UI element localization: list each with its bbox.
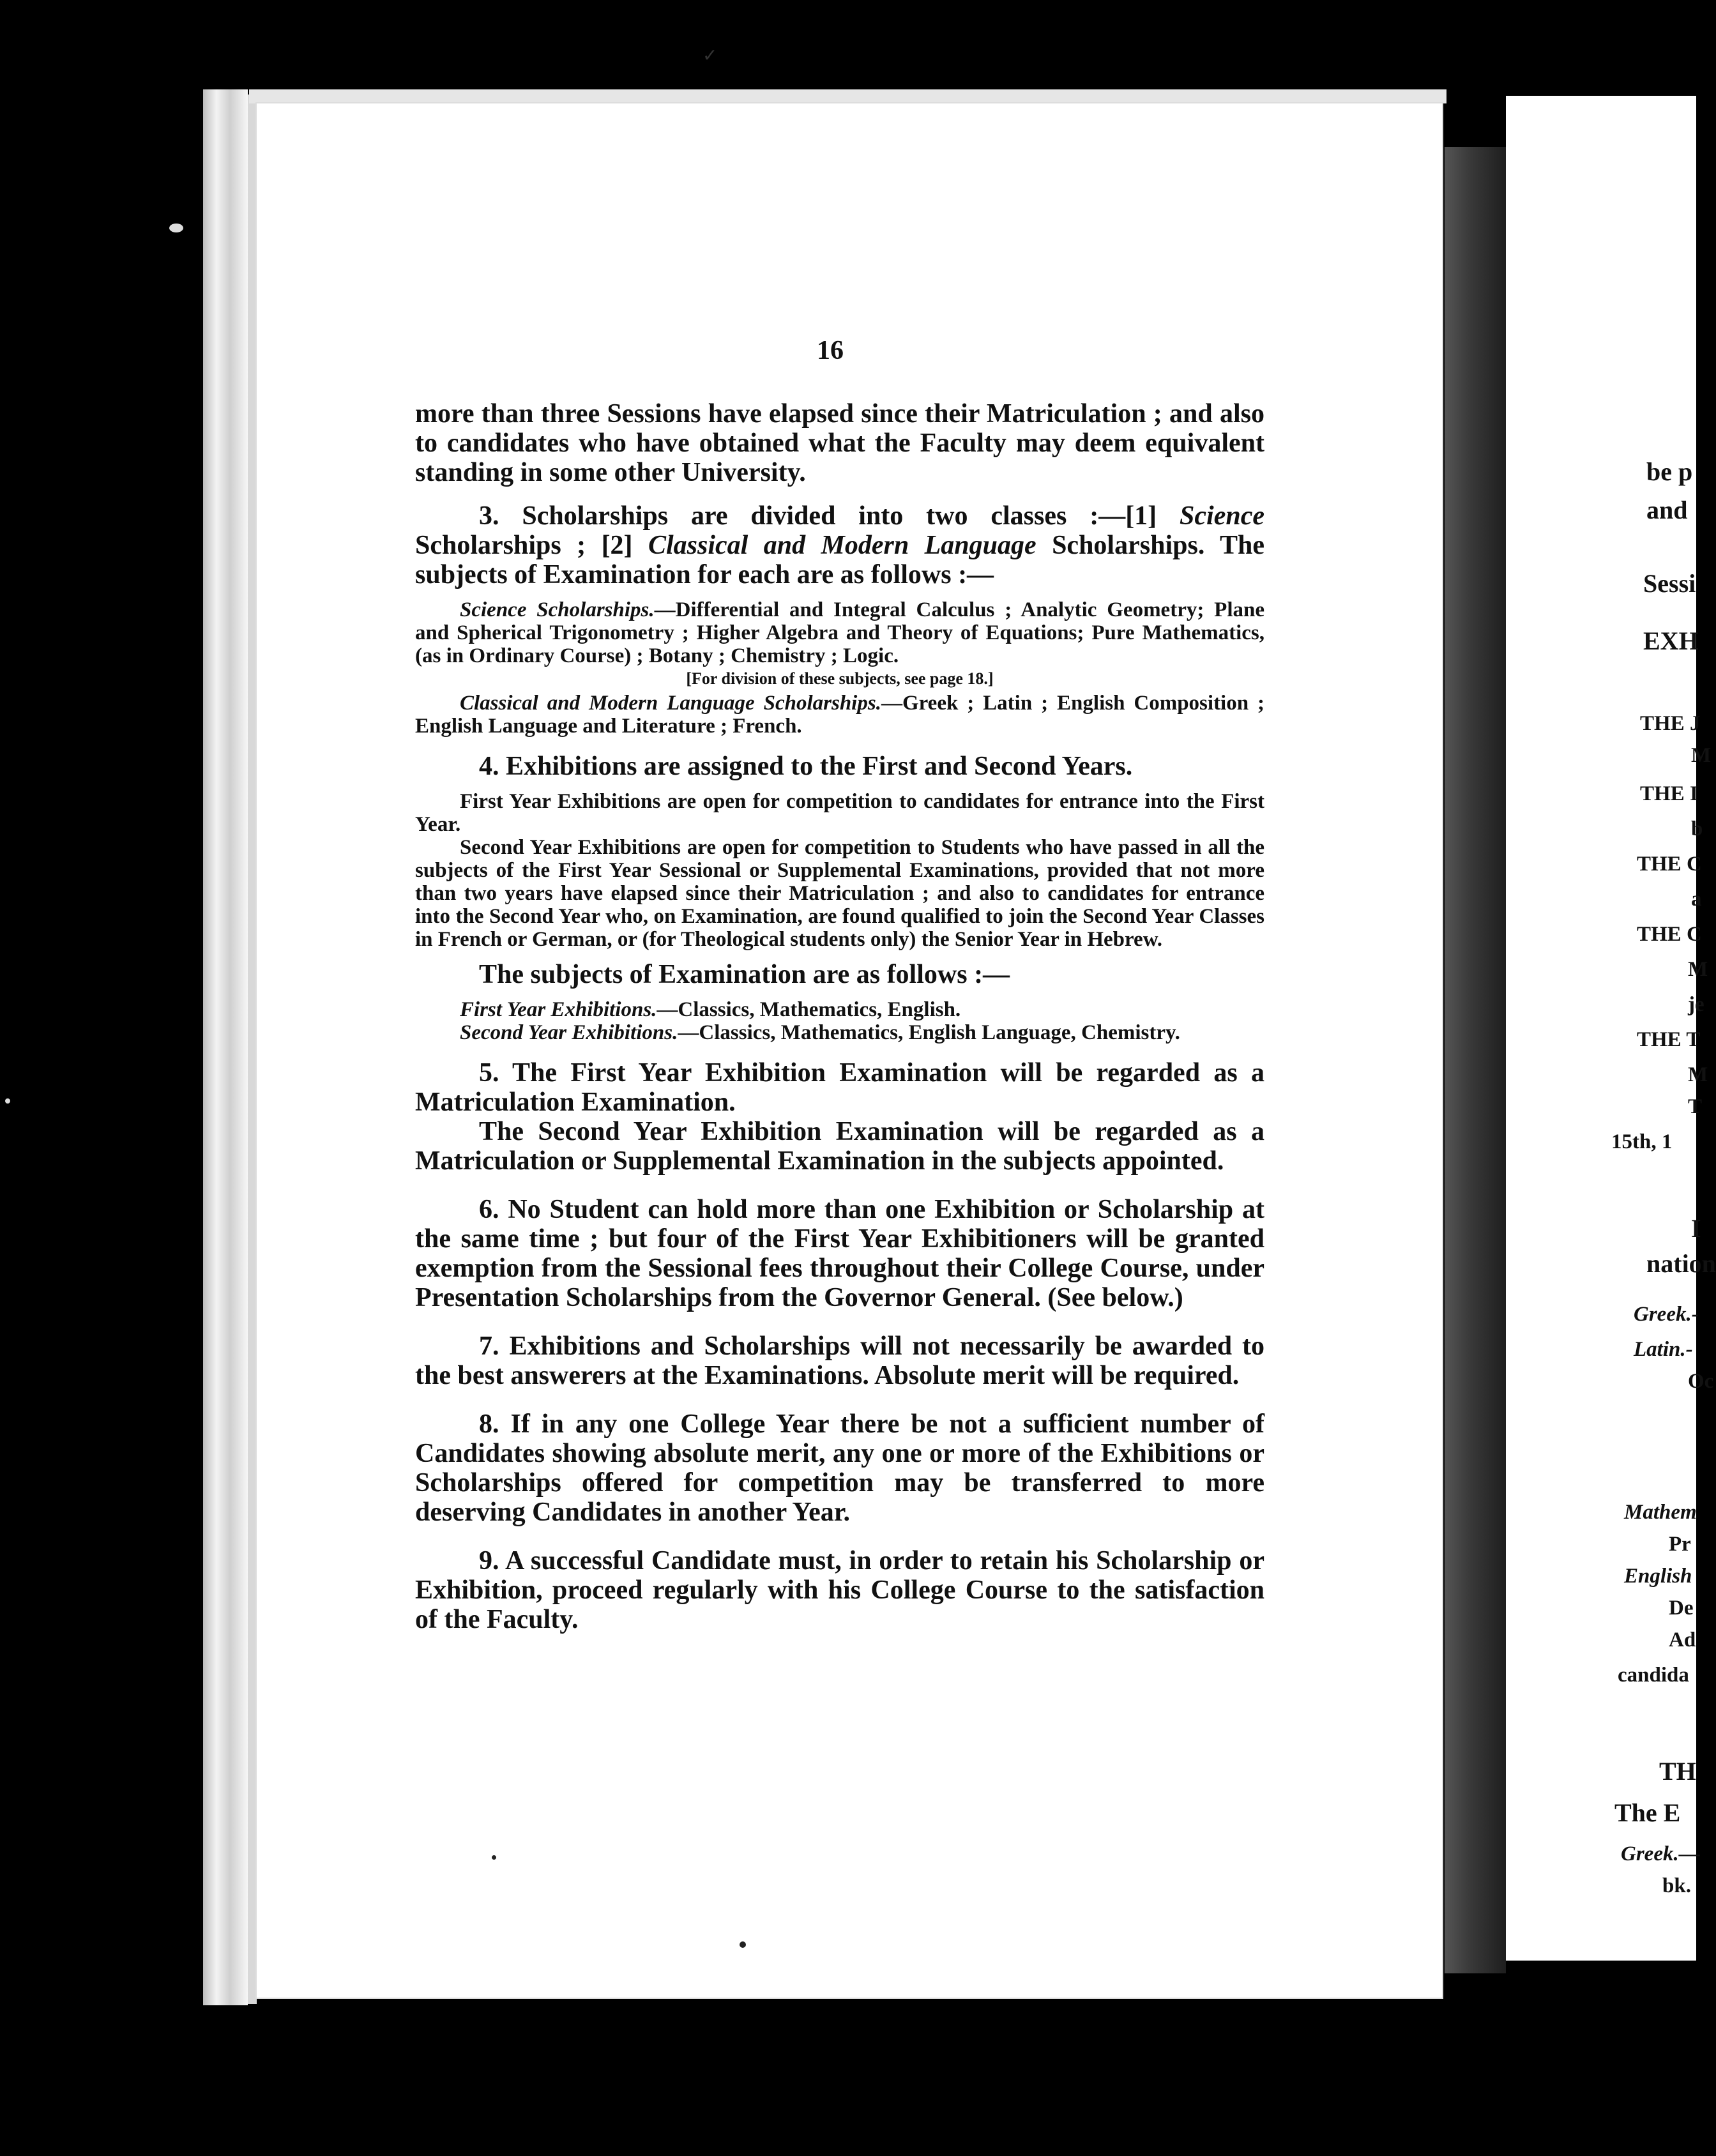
facing-text: je bbox=[1688, 993, 1705, 1016]
facing-text: be p bbox=[1646, 457, 1693, 486]
facing-text: English bbox=[1624, 1565, 1692, 1588]
division-note: [For division of these subjects, see page 18.] bbox=[686, 669, 994, 688]
second-year-exhibitions-note: Second Year Exhibitions are open for competition to Students who have passed in all the subjects of the First Year Sessional or Supplemental Examinations, provided that not more than two years have elapsed since their Matriculation ; and also to candidates for entrance into the Second Year who, on Examination, are found qualified to join the Second Year Classes in French or German, or (for Theological students only) the Senior Year in Hebrew. bbox=[415, 836, 1264, 951]
facing-text: M bbox=[1688, 958, 1708, 981]
facing-text: Pr bbox=[1669, 1533, 1691, 1556]
scan-speck bbox=[5, 1098, 10, 1104]
science-scholarships-subjects: Science Scholarships.—Differential and Integral Calculus ; Analytic Geometry; Plane and Spherical Trigonometry ; Higher Algebra and Theory of Equations; Pure Mathematics, (as in Ordinary Course) ; Botany ; Chemistry ; Logic. bbox=[415, 598, 1264, 667]
paragraph-3: 3. Scholarships are divided into two classes :—[1] Science Scholarships ; [2] Classical and Modern Language Scholarships. The subjects of Examination for each are as follows :— bbox=[415, 501, 1264, 589]
scan-speck bbox=[740, 1941, 746, 1948]
scan-speck bbox=[492, 1855, 496, 1860]
paragraph-5-second: The Second Year Exhibition Examination will be regarded as a Matriculation or Supplemental Examination in the subjects appointed. bbox=[415, 1117, 1264, 1176]
facing-text: Sessi bbox=[1643, 569, 1696, 598]
scan-speck bbox=[169, 224, 183, 232]
classical-scholarships-subjects: Classical and Modern Language Scholarships.—Greek ; Latin ; English Composition ; English Language and Literature ; French. bbox=[415, 692, 1264, 738]
facing-text: THE I bbox=[1640, 782, 1698, 805]
facing-text: b bbox=[1691, 817, 1703, 840]
book-gutter bbox=[1445, 147, 1506, 1973]
facing-text: Latin.- bbox=[1634, 1338, 1693, 1361]
first-year-exhibitions-note: First Year Exhibitions are open for competition to candidates for entrance into the First Year. bbox=[415, 790, 1264, 836]
facing-text: Greek.— bbox=[1621, 1842, 1700, 1865]
facing-text: a bbox=[1691, 888, 1702, 911]
page-edge-stack bbox=[203, 89, 248, 2005]
facing-text: THE C bbox=[1637, 853, 1702, 876]
page-top-edge bbox=[249, 89, 1446, 103]
first-year-exhibition-subjects: First Year Exhibitions.—Classics, Mathematics, English. bbox=[460, 998, 961, 1021]
facing-text: THE T bbox=[1637, 1028, 1701, 1051]
facing-text: TH bbox=[1659, 1757, 1696, 1786]
facing-text: The E bbox=[1614, 1798, 1681, 1827]
facing-text: THE J bbox=[1640, 712, 1701, 735]
facing-text: I bbox=[1691, 1214, 1701, 1243]
facing-text: Mathem bbox=[1624, 1501, 1697, 1524]
facing-text: THE C bbox=[1637, 923, 1702, 946]
facing-text: Ad bbox=[1669, 1628, 1696, 1651]
paragraph-6: 6. No Student can hold more than one Exhibition or Scholarship at the same time ; but four of the First Year Exhibitioners will be granted exemption from the Sessional fees throughout their College Course, under Presentation Scholarships from the Governor General. (See below.) bbox=[415, 1195, 1264, 1312]
paragraph-5: 5. The First Year Exhibition Examination will be regarded as a Matriculation Examination. bbox=[415, 1058, 1264, 1117]
facing-text: Greek.- bbox=[1634, 1303, 1699, 1326]
subjects-intro: The subjects of Examination are as follows :— bbox=[479, 960, 1010, 989]
second-year-exhibition-subjects: Second Year Exhibitions.—Classics, Mathematics, English Language, Chemistry. bbox=[460, 1021, 1180, 1044]
facing-text: M bbox=[1691, 744, 1712, 767]
facing-text: M bbox=[1688, 1063, 1708, 1086]
facing-text: candida bbox=[1618, 1664, 1689, 1687]
facing-text: Oc bbox=[1688, 1370, 1714, 1393]
facing-page-fragment bbox=[1506, 96, 1716, 1961]
paragraph-9: 9. A successful Candidate must, in order to retain his Scholarship or Exhibition, proceed regularly with his College Course to the satisfaction of the Faculty. bbox=[415, 1546, 1264, 1634]
page-body bbox=[415, 399, 1264, 1634]
facing-text: EXH bbox=[1643, 626, 1699, 655]
facing-text: bk. bbox=[1662, 1874, 1691, 1897]
facing-text: and bbox=[1646, 496, 1688, 524]
facing-text: De bbox=[1669, 1597, 1694, 1620]
paragraph-4: 4. Exhibitions are assigned to the First and Second Years. bbox=[479, 752, 1133, 781]
paragraph-continuation: more than three Sessions have elapsed since their Matriculation ; and also to candidates who have obtained what the Faculty may deem equivalent standing in some other University. bbox=[415, 399, 1264, 487]
facing-text: 15th, 1 bbox=[1611, 1130, 1673, 1153]
scan-mark: ✓ bbox=[702, 46, 718, 66]
facing-text: nation bbox=[1646, 1249, 1716, 1278]
paragraph-7: 7. Exhibitions and Scholarships will not necessarily be awarded to the best answerers at the Examinations. Absolute merit will be required. bbox=[415, 1332, 1264, 1390]
facing-text: T bbox=[1688, 1095, 1703, 1118]
paragraph-8: 8. If in any one College Year there be not a sufficient number of Candidates showing absolute merit, any one or more of the Exhibitions or Scholarships offered for competition may be transferred to more deserving Candidates in another Year. bbox=[415, 1409, 1264, 1527]
page-number: 16 bbox=[817, 336, 844, 365]
